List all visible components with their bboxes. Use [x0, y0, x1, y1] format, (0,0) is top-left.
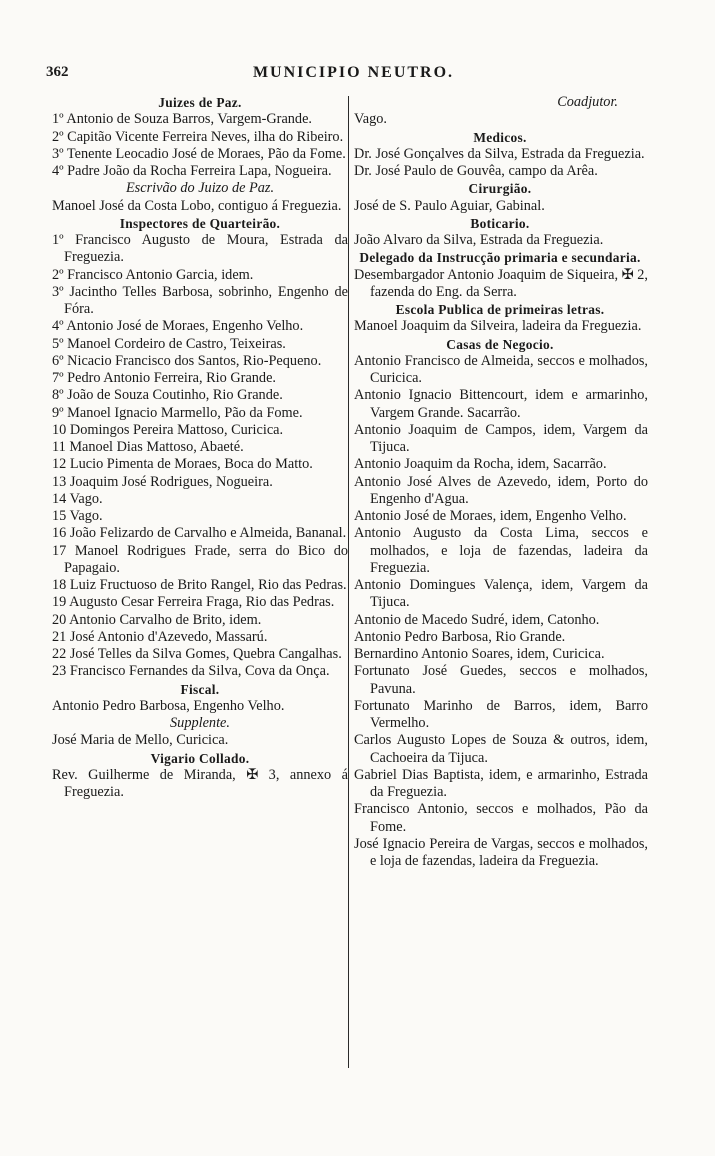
- list-item: Antonio Joaquim da Rocha, idem, Sacarrão.: [354, 456, 607, 473]
- list-item: Vago.: [354, 111, 387, 128]
- list-item: Antonio Joaquim de Campos, idem, Vargem da Tijuca.: [354, 421, 648, 455]
- list-item: 13 Joaquim José Rodrigues, Nogueira.: [52, 473, 273, 490]
- section-heading: Delegado da Instrucção primaria e secundaria.: [359, 250, 641, 266]
- list-item: Antonio José de Moraes, idem, Engenho Velho.: [354, 508, 627, 524]
- list-item: 18 Luiz Fructuoso de Brito Rangel, Rio das Pedras.: [52, 577, 347, 593]
- list-item: Antonio de Macedo Sudré, idem, Catonho.: [354, 611, 600, 628]
- list-item: Dr. José Paulo de Gouvêa, campo da Arêa.: [354, 163, 598, 179]
- section-heading: Supplente.: [170, 715, 230, 731]
- list-item: 5º Manoel Cordeiro de Castro, Teixeiras.: [52, 335, 286, 352]
- list-item: 3º Jacintho Telles Barbosa, sobrinho, Engenho de Fóra.: [52, 283, 348, 317]
- list-item: 17 Manoel Rodrigues Frade, serra do Bico do Papagaio.: [52, 542, 348, 576]
- list-item: 10 Domingos Pereira Mattoso, Curicica.: [52, 421, 284, 438]
- section-heading: Fiscal.: [180, 681, 220, 697]
- list-item: Antonio Pedro Barbosa, Rio Grande.: [354, 628, 566, 645]
- section-heading: Cirurgião.: [468, 181, 532, 197]
- right-column: [352, 94, 648, 870]
- list-item: Antonio Ignacio Bittencourt, idem e armarinho, Vargem Grande. Sacarrão.: [354, 387, 648, 421]
- list-item: 8º João de Souza Coutinho, Rio Grande.: [52, 387, 283, 404]
- list-item: 1º Antonio de Souza Barros, Vargem-Grande.: [52, 111, 313, 128]
- running-title: MUNICIPIO NEUTRO.: [252, 64, 455, 81]
- list-item: Rev. Guilherme de Miranda, ✠ 3, annexo á Freguezia.: [52, 766, 348, 800]
- list-item: Antonio José Alves de Azevedo, idem, Porto do Engenho d'Agua.: [354, 473, 648, 507]
- list-item: 14 Vago.: [52, 490, 103, 507]
- list-item: Manoel José da Costa Lobo, contiguo á Freguezia.: [52, 197, 342, 214]
- list-item: Fortunato José Guedes, seccos e molhados, Pavuna.: [354, 663, 648, 697]
- list-item: 21 José Antonio d'Azevedo, Massarú.: [52, 628, 268, 645]
- list-item: José de S. Paulo Aguiar, Gabinal.: [354, 197, 545, 214]
- column-divider: [348, 96, 349, 1068]
- list-item: 4º Padre João da Rocha Ferreira Lapa, Nogueira.: [52, 163, 332, 179]
- list-item: 1º Francisco Augusto de Moura, Estrada da Freguezia.: [52, 232, 348, 266]
- list-item: Antonio Domingues Valença, idem, Vargem da Tijuca.: [354, 577, 648, 611]
- section-heading: Medicos.: [473, 129, 527, 145]
- left-column: [52, 94, 348, 801]
- list-item: 2º Francisco Antonio Garcia, idem.: [52, 266, 254, 283]
- list-item: 16 João Felizardo de Carvalho e Almeida, Bananal.: [52, 525, 347, 542]
- list-item: Antonio Francisco de Almeida, seccos e molhados, Curicica.: [354, 352, 648, 386]
- list-item: 12 Lucio Pimenta de Moraes, Boca do Matto.: [52, 456, 313, 473]
- list-item: Gabriel Dias Baptista, idem, e armarinho, Estrada da Freguezia.: [354, 766, 648, 800]
- list-item: Bernardino Antonio Soares, idem, Curicica.: [354, 646, 605, 662]
- list-item: 11 Manoel Dias Mattoso, Abaeté.: [52, 439, 244, 455]
- page-header: [46, 64, 661, 88]
- section-heading: Boticario.: [470, 215, 530, 231]
- list-item: José Ignacio Pereira de Vargas, seccos e molhados, e loja de fazendas, ladeira da Freguezia.: [354, 835, 648, 869]
- list-item: Manoel Joaquim da Silveira, ladeira da Freguezia.: [354, 318, 642, 335]
- list-item: 9º Manoel Ignacio Marmello, Pão da Fome.: [52, 404, 303, 421]
- list-item: 6º Nicacio Francisco dos Santos, Rio-Pequeno.: [52, 352, 322, 369]
- section-heading: Escola Publica de primeiras letras.: [395, 302, 605, 317]
- list-item: 2º Capitão Vicente Ferreira Neves, ilha do Ribeiro.: [52, 128, 344, 145]
- list-item: 3º Tenente Leocadio José de Moraes, Pão da Fome.: [52, 145, 346, 162]
- section-heading: Casas de Negocio.: [446, 336, 554, 352]
- list-item: Dr. José Gonçalves da Silva, Estrada da Freguezia.: [354, 145, 645, 162]
- list-item: 15 Vago.: [52, 508, 103, 524]
- page-number: 362: [46, 64, 69, 80]
- section-heading: Coadjutor.: [557, 94, 618, 110]
- list-item: 7º Pedro Antonio Ferreira, Rio Grande.: [52, 370, 277, 386]
- list-item: 23 Francisco Fernandes da Silva, Cova da Onça.: [52, 663, 330, 680]
- list-item: Francisco Antonio, seccos e molhados, Pão da Fome.: [354, 801, 648, 835]
- list-item: Carlos Augusto Lopes de Souza & outros, idem, Cachoeira da Tijuca.: [354, 732, 648, 766]
- list-item: 19 Augusto Cesar Ferreira Fraga, Rio das Pedras.: [52, 594, 335, 611]
- list-item: Desembargador Antonio Joaquim de Siqueira, ✠ 2, fazenda do Eng. da Serra.: [354, 266, 648, 300]
- list-item: Antonio Augusto da Costa Lima, seccos e molhados, e loja de fazendas, ladeira da Freguezia.: [354, 525, 648, 576]
- section-heading: Escrivão do Juizo de Paz.: [125, 180, 275, 197]
- list-item: 22 José Telles da Silva Gomes, Quebra Cangalhas.: [52, 646, 342, 662]
- list-item: José Maria de Mello, Curicica.: [52, 732, 229, 749]
- list-item: Fortunato Marinho de Barros, idem, Barro Vermelho.: [354, 697, 648, 731]
- list-item: 20 Antonio Carvalho de Brito, idem.: [52, 611, 262, 628]
- list-item: Antonio Pedro Barbosa, Engenho Velho.: [52, 697, 285, 714]
- section-heading: Inspectores de Quarteirão.: [119, 215, 281, 231]
- section-heading: Juizes de Paz.: [158, 95, 242, 110]
- list-item: 4º Antonio José de Moraes, Engenho Velho.: [52, 318, 304, 335]
- section-heading: Vigario Collado.: [150, 750, 250, 766]
- list-item: João Alvaro da Silva, Estrada da Freguezia.: [354, 232, 604, 248]
